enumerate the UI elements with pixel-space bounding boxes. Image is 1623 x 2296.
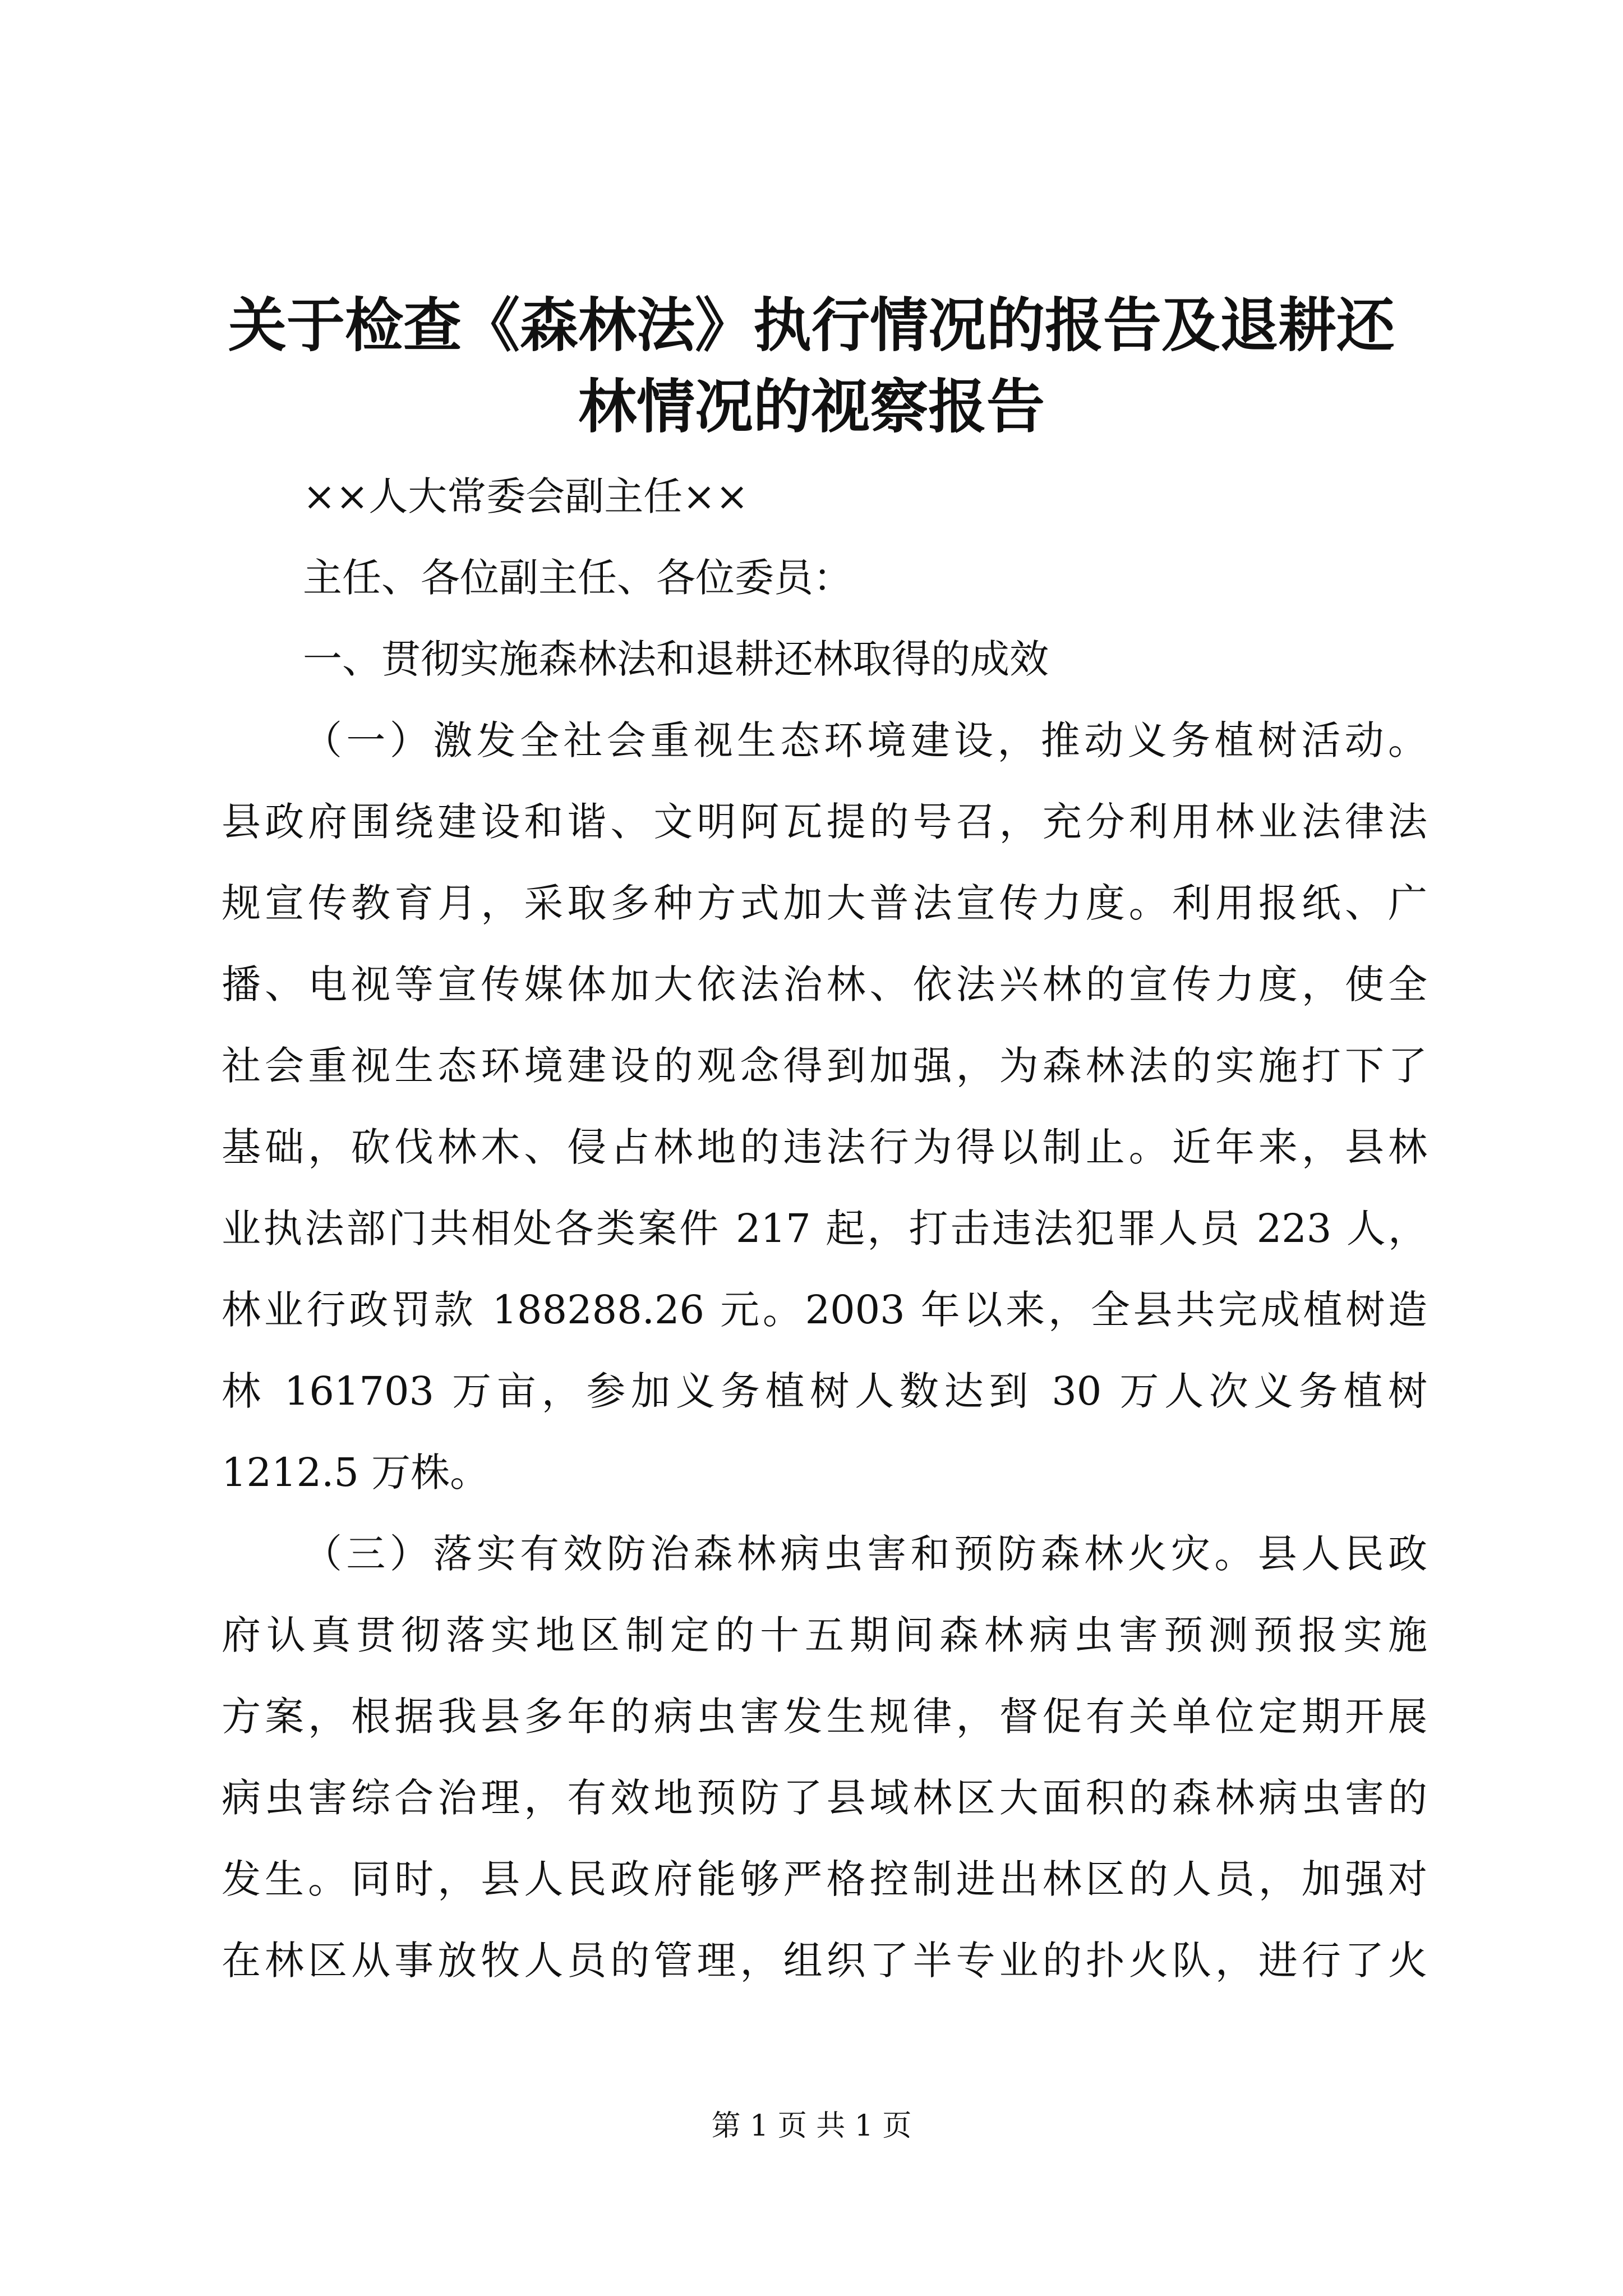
- paragraph-line: 县政府围绕建设和谐、文明阿瓦提的号召，充分利用林业法律法: [222, 799, 1427, 845]
- paragraph-line: 规宣传教育月，采取多种方式加大普法宣传力度。利用报纸、广: [222, 880, 1427, 926]
- paragraph-line: 方案，根据我县多年的病虫害发生规律，督促有关单位定期开展: [222, 1694, 1427, 1740]
- paragraph-line: 在林区从事放牧人员的管理，组织了半专业的扑火队，进行了火: [222, 1938, 1427, 1984]
- document-title-line-1: 关于检查《森林法》执行情况的报告及退耕还: [228, 291, 1395, 360]
- paragraph-line: （三）落实有效防治森林病虫害和预防森林火灾。县人民政: [303, 1531, 1427, 1577]
- page-footer: 第 1 页 共 1 页: [711, 2109, 912, 2143]
- salutation: 主任、各位副主任、各位委员：: [303, 555, 852, 601]
- paragraph-line: 发生。同时，县人民政府能够严格控制进出林区的人员，加强对: [222, 1856, 1427, 1902]
- document-title-line-2: 林情况的视察报告: [578, 372, 1045, 441]
- paragraph-line: 病虫害综合治理，有效地预防了县域林区大面积的森林病虫害的: [222, 1775, 1427, 1821]
- paragraph-line: （一）激发全社会重视生态环境建设，推动义务植树活动。: [303, 717, 1427, 763]
- paragraph-line: 府认真贯彻落实地区制定的十五期间森林病虫害预测预报实施: [222, 1612, 1427, 1658]
- paragraph-line: 播、电视等宣传媒体加大依法治林、依法兴林的宣传力度，使全: [222, 961, 1427, 1007]
- author-line: ××人大常委会副主任××: [303, 473, 749, 519]
- paragraph-line: 业执法部门共相处各类案件 217 起，打击违法犯罪人员 223 人，: [222, 1205, 1427, 1251]
- paragraph-line: 社会重视生态环境建设的观念得到加强，为森林法的实施打下了: [222, 1043, 1427, 1089]
- paragraph-line: 林 161703 万亩，参加义务植树人数达到 30 万人次义务植树: [222, 1368, 1427, 1414]
- paragraph-line: 基础，砍伐林木、侵占林地的违法行为得以制止。近年来，县林: [222, 1124, 1427, 1170]
- section-heading: 一、贯彻实施森林法和退耕还林取得的成效: [303, 636, 1049, 682]
- paragraph-line: 林业行政罚款 188288.26 元。2003 年以来，全县共完成植树造: [222, 1287, 1427, 1333]
- paragraph-line: 1212.5 万株。: [222, 1450, 490, 1496]
